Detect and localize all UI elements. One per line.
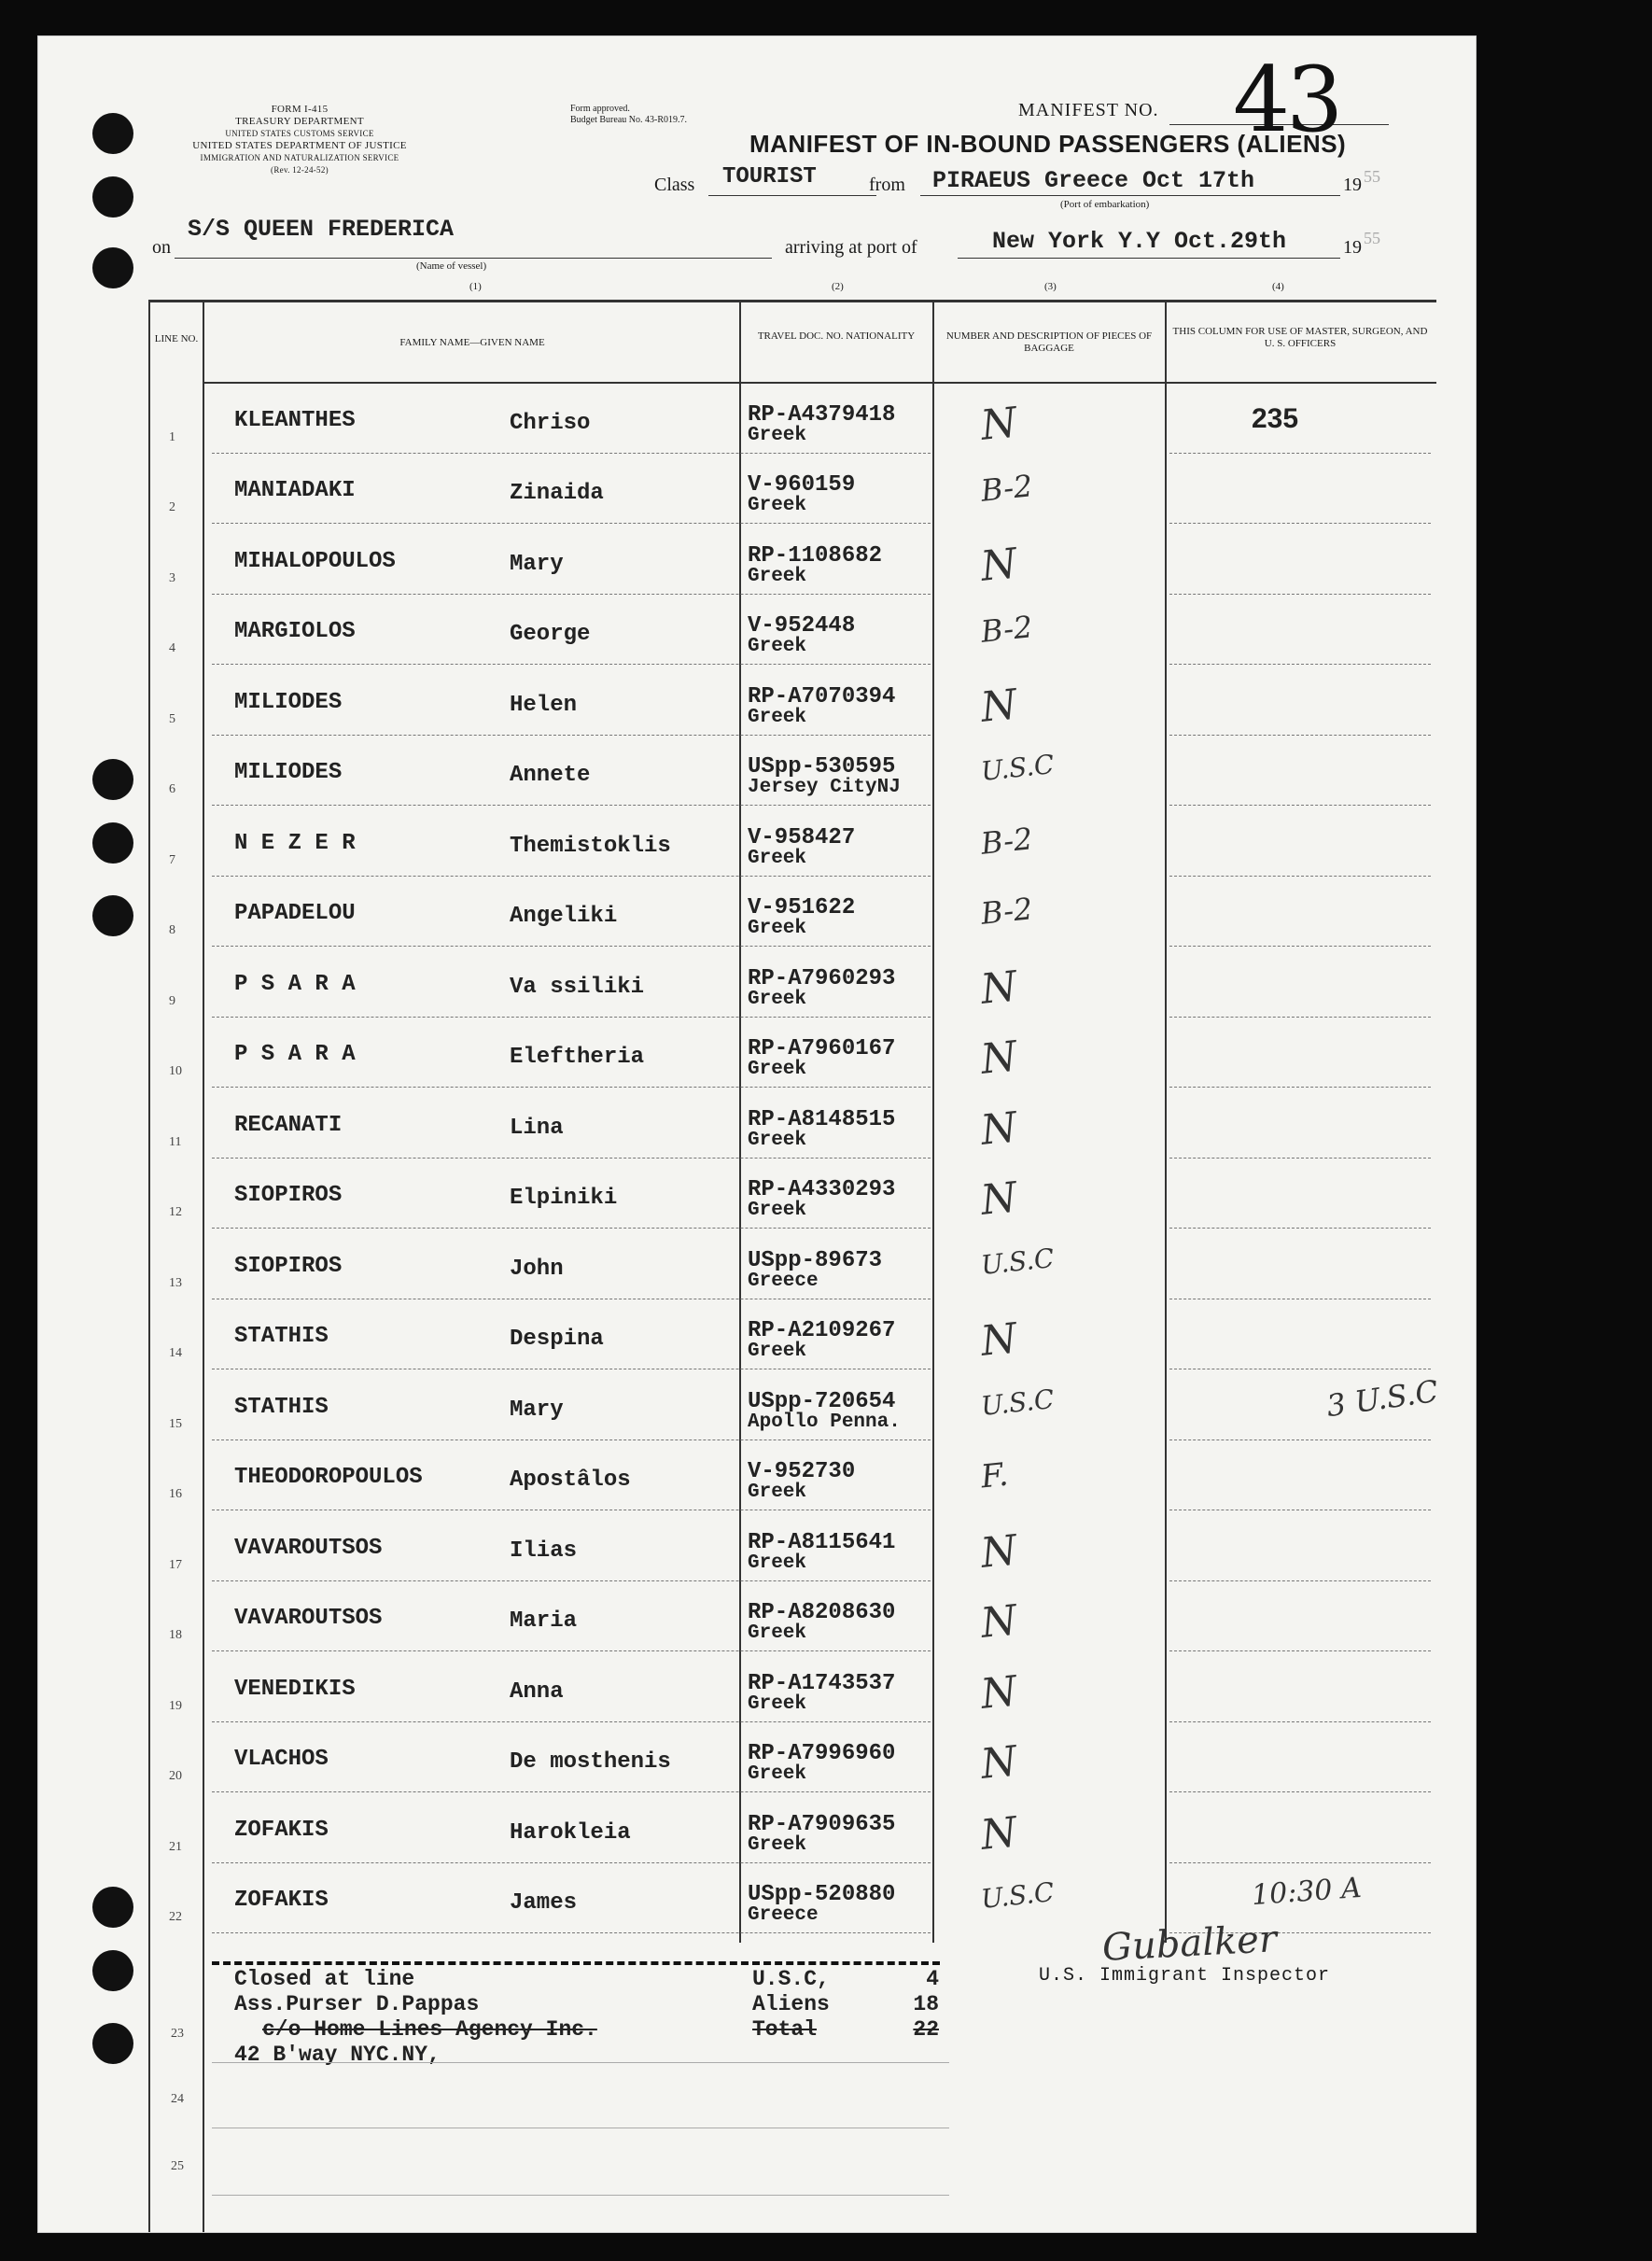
line-number: 22 — [169, 1910, 182, 1924]
baggage-mark: N — [978, 1173, 1020, 1225]
travel-doc-number: V-952448 — [748, 613, 856, 639]
row-rule — [212, 1932, 931, 1933]
travel-doc-cell — [748, 544, 882, 589]
punch-hole — [92, 2023, 133, 2064]
nationality: Greece — [748, 1904, 819, 1926]
family-name: N E Z E R — [234, 830, 356, 856]
nationality: Greek — [748, 424, 807, 446]
col-header-use: THIS COLUMN FOR USE OF MASTER, SURGEON, AND U. S. OFFICERS — [1172, 326, 1428, 349]
totals-block — [752, 1967, 939, 2043]
travel-doc-number: RP-A7996960 — [748, 1741, 896, 1766]
table-row — [38, 1229, 1476, 1300]
given-name: Harokleia — [510, 1819, 631, 1846]
row-rule — [212, 805, 931, 806]
travel-doc-cell — [748, 1672, 895, 1717]
travel-doc-cell — [748, 1742, 895, 1787]
year-suffix-1: 55 — [1364, 167, 1380, 186]
travel-doc-number: RP-A7070394 — [748, 683, 896, 709]
arriving-label: arriving at port of — [785, 237, 917, 258]
family-name: ZOFAKIS — [234, 1888, 329, 1913]
manifest-number: 43 — [1233, 48, 1340, 152]
row-rule-right — [1169, 1791, 1431, 1792]
row-rule-right — [1169, 1862, 1431, 1863]
row-rule — [212, 523, 931, 524]
approval-block — [570, 104, 687, 126]
given-name: James — [510, 1890, 578, 1916]
baggage-mark: N — [978, 1737, 1020, 1789]
nationality: Greek — [748, 636, 807, 657]
line-number: 7 — [169, 852, 175, 867]
treasury-dept: TREASURY DEPARTMENT — [235, 116, 364, 127]
nationality: Greek — [748, 1482, 807, 1503]
baggage-mark: N — [978, 1807, 1020, 1860]
table-row — [38, 1300, 1476, 1371]
baggage-mark: N — [978, 1102, 1020, 1155]
empty-row-line — [212, 2062, 949, 2063]
row-rule-right — [1169, 664, 1431, 665]
table-top-border — [148, 300, 1436, 302]
officer-use: 235 — [1252, 402, 1299, 434]
closing-line-1: Closed at line — [234, 1967, 415, 1991]
total-all-label: Total — [752, 2017, 818, 2042]
row-rule — [212, 1721, 931, 1722]
punch-hole — [92, 1950, 133, 1991]
nationality: Greek — [748, 1763, 807, 1785]
year-prefix-2: 19 — [1343, 237, 1362, 258]
punch-hole — [92, 247, 133, 288]
nationality: Greek — [748, 1129, 807, 1151]
given-name: George — [510, 622, 591, 647]
baggage-mark: N — [978, 1596, 1020, 1648]
baggage-mark: N — [978, 398, 1020, 450]
travel-doc-number: RP-A8208630 — [748, 1600, 896, 1625]
travel-doc-cell — [748, 1249, 882, 1294]
col-header-name: FAMILY NAME—GIVEN NAME — [399, 337, 545, 348]
line-number: 4 — [169, 641, 175, 655]
given-name: John — [510, 1256, 564, 1282]
nationality: Greek — [748, 847, 807, 869]
table-row — [38, 948, 1476, 1018]
row-rule-right — [1169, 453, 1431, 454]
line-number: 6 — [169, 782, 175, 796]
nationality: Jersey CityNJ — [748, 777, 901, 798]
line-number: 24 — [171, 2092, 184, 2106]
given-name: Mary — [510, 1397, 564, 1423]
table-row — [38, 1793, 1476, 1864]
baggage-mark: N — [978, 1314, 1020, 1366]
given-name: Helen — [510, 692, 578, 718]
table-row — [38, 384, 1476, 455]
total-aliens — [752, 1992, 939, 2017]
nationality: Greece — [748, 1270, 819, 1292]
travel-doc-cell — [748, 473, 855, 518]
family-name: P S A R A — [234, 1042, 356, 1067]
family-name: THEODOROPOULOS — [234, 1465, 423, 1490]
year-suffix-2: 55 — [1364, 229, 1380, 247]
baggage-mark: N — [978, 1032, 1020, 1084]
family-name: MILIODES — [234, 689, 343, 715]
usc-count-note: 3 U.S.C — [1323, 1372, 1441, 1425]
baggage-mark: B-2 — [979, 820, 1035, 862]
total-aliens-value: 18 — [913, 1992, 939, 2016]
col-header-doc: TRAVEL DOC. NO. NATIONALITY — [757, 330, 916, 342]
table-row — [38, 807, 1476, 878]
line-number: 15 — [169, 1416, 182, 1431]
baggage-mark: N — [978, 1525, 1020, 1578]
total-usc-label: U.S.C, — [752, 1967, 830, 1991]
from-value: PIRAEUS Greece Oct 17th — [932, 167, 1255, 194]
class-value: TOURIST — [722, 164, 817, 190]
travel-doc-cell — [748, 1460, 855, 1505]
line-number: 19 — [169, 1698, 182, 1713]
family-name: VAVAROUTSOS — [234, 1606, 383, 1631]
table-row — [38, 1511, 1476, 1582]
manifest-label: MANIFEST NO. — [1018, 100, 1159, 120]
nationality: Greek — [748, 1200, 807, 1221]
row-rule-right — [1169, 946, 1431, 947]
given-name: Anna — [510, 1678, 564, 1705]
col-number-4: (4) — [1272, 281, 1284, 292]
line-number: 10 — [169, 1064, 182, 1078]
line-number: 9 — [169, 993, 175, 1008]
travel-doc-cell — [748, 1531, 895, 1576]
travel-doc-cell — [748, 1813, 895, 1858]
row-rule — [212, 594, 931, 595]
table-row — [38, 596, 1476, 667]
line-number: 5 — [169, 711, 175, 726]
row-rule — [212, 735, 931, 736]
nationality: Greek — [748, 706, 807, 728]
table-row — [38, 1441, 1476, 1512]
vessel-caption: (Name of vessel) — [416, 260, 487, 272]
punch-hole — [92, 113, 133, 154]
baggage-mark: U.S.C — [979, 1875, 1056, 1916]
given-name: Zinaida — [510, 481, 604, 506]
travel-doc-number: USpp-89673 — [748, 1247, 883, 1273]
travel-doc-cell — [748, 967, 895, 1012]
total-aliens-label: Aliens — [752, 1992, 830, 2016]
table-row — [38, 455, 1476, 526]
total-all — [752, 2017, 939, 2043]
col-number-2: (2) — [832, 281, 844, 292]
inspector-title: U.S. Immigrant Inspector — [1039, 1965, 1331, 1987]
travel-doc-cell — [748, 755, 901, 800]
line-number: 3 — [169, 570, 175, 585]
form-block — [150, 104, 449, 176]
from-underline — [920, 195, 1340, 196]
family-name: KLEANTHES — [234, 407, 356, 433]
row-rule — [212, 1087, 931, 1088]
nationality: Greek — [748, 1622, 807, 1644]
line-number: 2 — [169, 500, 175, 514]
nationality: Greek — [748, 918, 807, 939]
baggage-mark: U.S.C — [979, 1383, 1056, 1422]
embark-caption: (Port of embarkation) — [1060, 199, 1150, 210]
baggage-mark: B-2 — [979, 609, 1035, 650]
table-row — [38, 1088, 1476, 1159]
baggage-mark: N — [978, 1666, 1020, 1719]
family-name: ZOFAKIS — [234, 1817, 329, 1843]
approval-line1: Form approved. — [570, 104, 630, 114]
row-rule — [212, 1158, 931, 1159]
line-number: 1 — [169, 429, 175, 444]
given-name: De mosthenis — [510, 1749, 671, 1775]
row-rule-right — [1169, 1228, 1431, 1229]
row-rule-right — [1169, 1158, 1431, 1159]
row-rule-right — [1169, 1087, 1431, 1088]
row-rule — [212, 946, 931, 947]
baggage-mark: B-2 — [979, 891, 1035, 932]
given-name: Chriso — [510, 410, 591, 436]
row-rule-right — [1169, 523, 1431, 524]
nationality: Greek — [748, 495, 807, 516]
travel-doc-number: RP-A1743537 — [748, 1670, 896, 1696]
closing-line-3: c/o Home Lines Agency Inc. — [262, 2017, 597, 2042]
travel-doc-cell — [748, 1601, 895, 1646]
travel-doc-number: USpp-720654 — [748, 1388, 896, 1414]
given-name: Maria — [510, 1608, 578, 1634]
line-number: 25 — [171, 2159, 184, 2173]
row-rule — [212, 876, 931, 877]
line-number: 23 — [171, 2027, 184, 2041]
manifest-page — [37, 35, 1477, 2233]
travel-doc-number: V-958427 — [748, 824, 856, 850]
total-usc-value: 4 — [926, 1967, 939, 1991]
travel-doc-cell — [748, 1319, 895, 1364]
travel-doc-number: RP-A4330293 — [748, 1177, 896, 1202]
baggage-mark: B-2 — [979, 468, 1035, 509]
table-row — [38, 1370, 1476, 1441]
line-number: 11 — [169, 1134, 182, 1149]
nationality: Greek — [748, 1341, 807, 1362]
given-name: Despina — [510, 1327, 604, 1352]
baggage-mark: N — [978, 539, 1020, 591]
given-name: Ilias — [510, 1538, 578, 1564]
family-name: VENEDIKIS — [234, 1676, 356, 1702]
nationality: Greek — [748, 1552, 807, 1574]
given-name: Annete — [510, 763, 591, 788]
row-rule-right — [1169, 1017, 1431, 1018]
col-header-baggage: NUMBER AND DESCRIPTION OF PIECES OF BAGGAGE — [945, 330, 1153, 354]
given-name: Mary — [510, 551, 564, 577]
family-name: VLACHOS — [234, 1747, 329, 1772]
travel-doc-number: RP-A2109267 — [748, 1318, 896, 1343]
nationality: Apollo Penna. — [748, 1411, 901, 1433]
row-rule-right — [1169, 594, 1431, 595]
line-number: 8 — [169, 923, 175, 937]
baggage-mark: N — [978, 962, 1020, 1014]
travel-doc-number: V-960159 — [748, 472, 856, 498]
closing-line-2: Ass.Purser D.Pappas — [234, 1992, 480, 2016]
travel-doc-cell — [748, 1178, 895, 1223]
nationality: Greek — [748, 1692, 807, 1715]
given-name: Eleftheria — [510, 1045, 645, 1070]
travel-doc-number: RP-A7909635 — [748, 1811, 896, 1837]
table-row — [38, 1582, 1476, 1653]
table-row — [38, 878, 1476, 948]
row-rule-right — [1169, 1721, 1431, 1722]
justice-dept: UNITED STATES DEPARTMENT OF JUSTICE — [192, 140, 407, 151]
closing-block — [234, 1967, 597, 2068]
given-name: Lina — [510, 1115, 564, 1141]
total-usc — [752, 1967, 939, 1992]
class-underline — [708, 195, 876, 196]
row-rule-right — [1169, 735, 1431, 736]
travel-doc-cell — [748, 896, 855, 941]
travel-doc-number: RP-A8148515 — [748, 1106, 896, 1132]
row-rule — [212, 1650, 931, 1651]
vessel-name: S/S QUEEN FREDERICA — [188, 216, 455, 243]
travel-doc-cell — [748, 614, 855, 659]
table-row — [38, 1018, 1476, 1089]
punch-hole — [92, 176, 133, 218]
row-rule — [212, 664, 931, 665]
line-number: 21 — [169, 1839, 182, 1854]
total-all-value: 22 — [913, 2017, 939, 2042]
given-name: Va ssiliki — [510, 974, 645, 1000]
table-row — [38, 737, 1476, 808]
row-rule — [212, 1580, 931, 1581]
row-rule — [212, 1017, 931, 1018]
table-row — [38, 525, 1476, 596]
year-prefix-1: 19 — [1343, 175, 1362, 195]
baggage-mark: F. — [978, 1455, 1011, 1496]
travel-doc-cell — [748, 826, 855, 871]
travel-doc-number: RP-A4379418 — [748, 401, 896, 428]
family-name: SIOPIROS — [234, 1253, 343, 1279]
inspector-signature: Gubalker — [1100, 1917, 1279, 1970]
baggage-mark: U.S.C — [979, 748, 1056, 788]
family-name: SIOPIROS — [234, 1183, 343, 1208]
col-header-line: LINE NO. — [154, 333, 199, 344]
from-label: from — [869, 175, 905, 195]
vessel-underline — [175, 258, 772, 259]
family-name: PAPADELOU — [234, 901, 356, 926]
family-name: MARGIOLOS — [234, 619, 356, 644]
given-name: Themistoklis — [510, 833, 671, 859]
row-rule — [212, 1439, 931, 1440]
family-name: STATHIS — [234, 1324, 329, 1349]
time-note: 10:30 A — [1250, 1871, 1363, 1913]
form-number: FORM I-415 — [271, 104, 329, 115]
travel-doc-number: RP-A7960167 — [748, 1036, 896, 1061]
table-row — [38, 1723, 1476, 1794]
given-name: Elpiniki — [510, 1186, 618, 1211]
travel-doc-cell — [748, 1037, 895, 1082]
row-rule-right — [1169, 1439, 1431, 1440]
class-label: Class — [654, 175, 695, 195]
approval-line2: Budget Bureau No. 43-R019.7. — [570, 115, 687, 125]
line-number: 18 — [169, 1628, 182, 1642]
travel-doc-cell — [748, 403, 895, 448]
nationality: Greek — [748, 988, 807, 1010]
table-row — [38, 666, 1476, 737]
row-rule — [212, 1228, 931, 1229]
baggage-mark: U.S.C — [979, 1242, 1056, 1281]
row-rule — [212, 1791, 931, 1792]
travel-doc-number: RP-A7960293 — [748, 965, 896, 991]
travel-doc-number: V-951622 — [748, 895, 856, 920]
row-rule-right — [1169, 876, 1431, 877]
travel-doc-cell — [748, 1390, 901, 1435]
on-label: on — [152, 237, 171, 258]
travel-doc-cell — [748, 1883, 895, 1928]
closing-rule — [212, 1961, 940, 1965]
baggage-mark: N — [978, 680, 1020, 732]
travel-doc-cell — [748, 1108, 895, 1153]
family-name: STATHIS — [234, 1394, 329, 1420]
row-rule-right — [1169, 805, 1431, 806]
row-rule — [212, 453, 931, 454]
family-name: P S A R A — [234, 971, 356, 997]
travel-doc-number: RP-1108682 — [748, 542, 883, 569]
travel-doc-number: RP-A8115641 — [748, 1529, 896, 1555]
port-value: New York Y.Y Oct.29th — [992, 228, 1287, 255]
travel-doc-number: V-952730 — [748, 1459, 856, 1484]
col-number-1: (1) — [469, 281, 482, 292]
revision: (Rev. 12-24-52) — [271, 165, 329, 175]
table-row — [38, 1159, 1476, 1230]
table-row — [38, 1652, 1476, 1723]
line-number: 16 — [169, 1487, 182, 1501]
nationality: Greek — [748, 1059, 807, 1080]
travel-doc-number: USpp-520880 — [748, 1882, 896, 1907]
line-number: 20 — [169, 1769, 182, 1783]
travel-doc-number: USpp-530595 — [748, 754, 896, 779]
line-number: 12 — [169, 1205, 182, 1219]
customs-service: UNITED STATES CUSTOMS SERVICE — [225, 129, 374, 138]
ins-service: IMMIGRATION AND NATURALIZATION SERVICE — [200, 153, 399, 162]
travel-doc-cell — [748, 685, 895, 730]
row-rule — [212, 1862, 931, 1863]
col-number-3: (3) — [1044, 281, 1057, 292]
given-name: Angeliki — [510, 904, 618, 929]
family-name: MANIADAKI — [234, 478, 356, 503]
family-name: MIHALOPOULOS — [234, 548, 396, 574]
row-rule-right — [1169, 1580, 1431, 1581]
line-number: 17 — [169, 1557, 182, 1572]
family-name: MILIODES — [234, 760, 343, 785]
line-number: 14 — [169, 1346, 182, 1360]
port-underline — [958, 258, 1340, 259]
family-name: VAVAROUTSOS — [234, 1535, 383, 1561]
closing-line-4: 42 B'way NYC.NY, — [234, 2043, 441, 2067]
line-number: 13 — [169, 1275, 182, 1290]
nationality: Greek — [748, 565, 807, 587]
nationality: Greek — [748, 1833, 807, 1856]
family-name: RECANATI — [234, 1112, 343, 1138]
manifest-title: MANIFEST OF IN-BOUND PASSENGERS (ALIENS) — [749, 130, 1347, 158]
empty-row-line — [212, 2195, 949, 2196]
row-rule-right — [1169, 1650, 1431, 1651]
given-name: Apostâlos — [510, 1468, 631, 1493]
